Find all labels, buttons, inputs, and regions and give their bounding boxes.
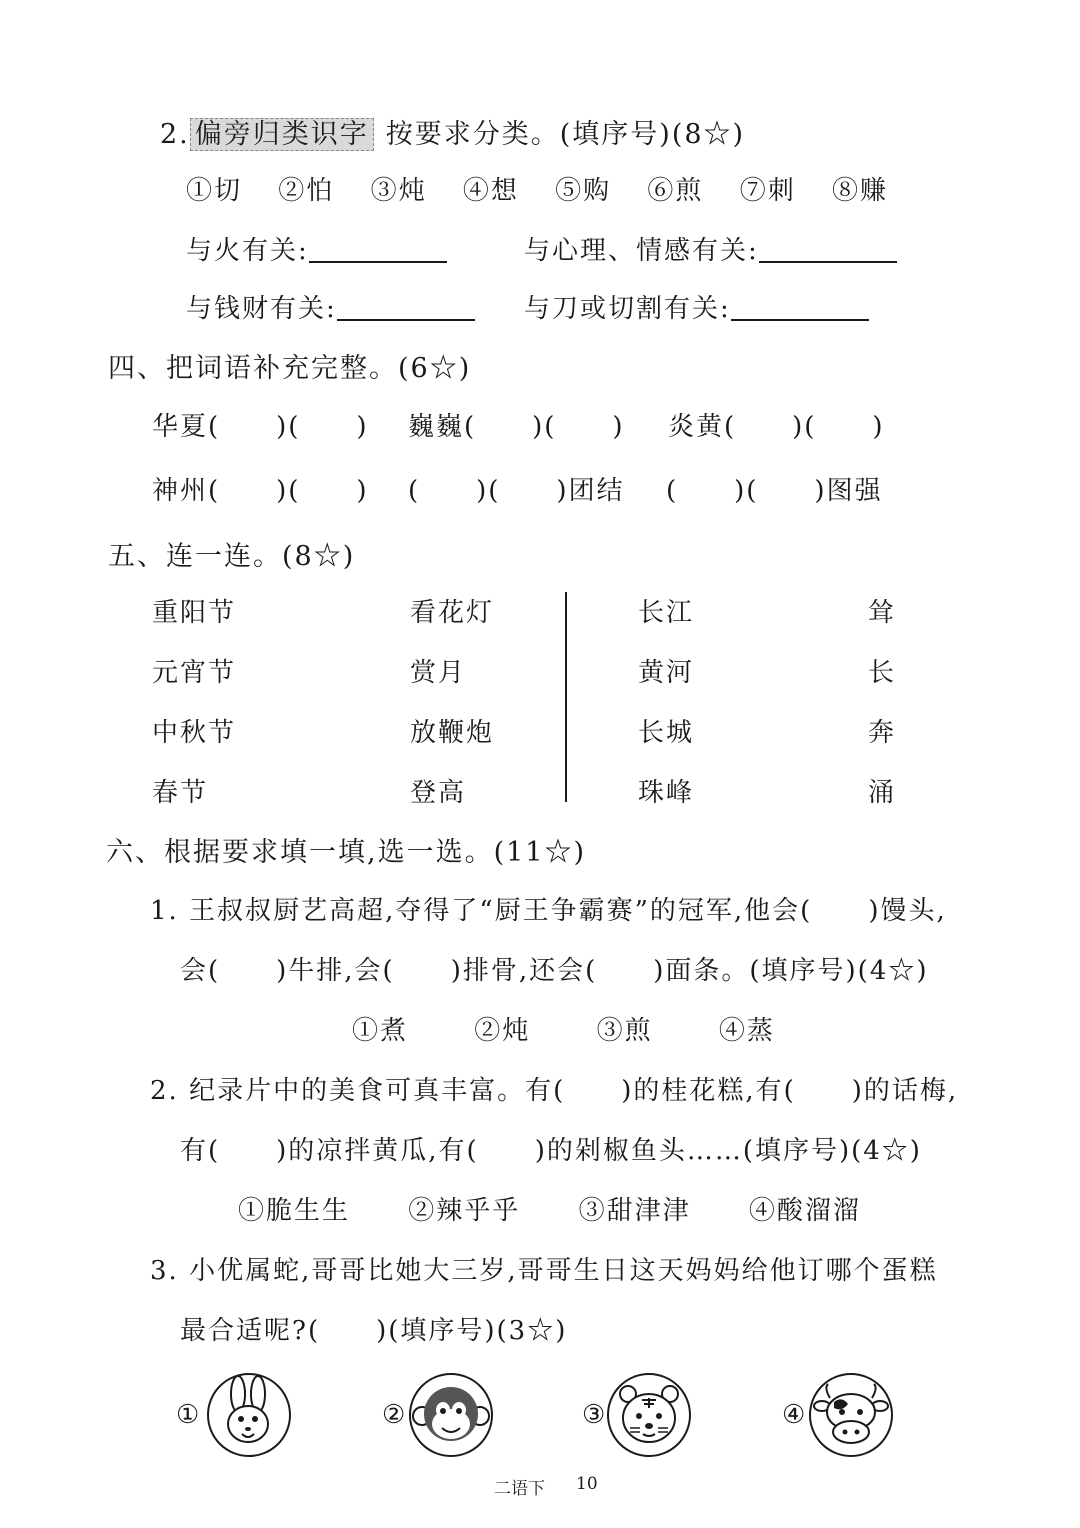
category-label: 与火有关: bbox=[186, 236, 309, 266]
option: ⑤购 bbox=[555, 176, 612, 206]
festival[interactable]: 重阳节 bbox=[152, 598, 237, 628]
verb[interactable]: 奔 bbox=[868, 718, 897, 748]
idiom-item: ( )( )团结 bbox=[408, 476, 625, 506]
idiom-item: ( )( )图强 bbox=[666, 476, 883, 506]
cow-icon[interactable] bbox=[808, 1372, 894, 1458]
option: ②炖 bbox=[474, 1016, 531, 1046]
idiom-item: 华夏( )( ) bbox=[152, 412, 369, 442]
option: ④想 bbox=[462, 176, 519, 206]
category-label: 与心理、情感有关: bbox=[524, 236, 759, 266]
landmark[interactable]: 长江 bbox=[638, 598, 695, 628]
option: ③煎 bbox=[596, 1016, 653, 1046]
landmark[interactable]: 珠峰 bbox=[638, 778, 695, 808]
q1-options bbox=[352, 1010, 801, 1047]
choice-number: ③ bbox=[582, 1400, 606, 1430]
page-number: 10 bbox=[576, 1474, 598, 1494]
category-knife bbox=[524, 288, 869, 325]
question-number: 2. bbox=[160, 119, 190, 150]
custom[interactable]: 看花灯 bbox=[410, 598, 495, 628]
category-label: 与刀或切割有关: bbox=[524, 294, 731, 324]
q2-line1: 2. 纪录片中的美食可真丰富。有( )的桂花糕,有( )的话梅, bbox=[150, 1076, 959, 1106]
option: ③炖 bbox=[370, 176, 427, 206]
rabbit-icon[interactable] bbox=[206, 1372, 292, 1458]
q3-line2: 最合适呢?( )(填序号)(3☆) bbox=[180, 1316, 568, 1346]
option: ②辣乎乎 bbox=[408, 1196, 521, 1226]
landmark[interactable]: 长城 bbox=[638, 718, 695, 748]
category-emotion bbox=[524, 230, 897, 267]
column-divider bbox=[565, 592, 567, 802]
festival[interactable]: 元宵节 bbox=[152, 658, 237, 688]
custom[interactable]: 登高 bbox=[410, 778, 467, 808]
q2-heading bbox=[160, 112, 745, 151]
option: ④蒸 bbox=[718, 1016, 775, 1046]
section-5-title: 五、连一连。(8☆) bbox=[108, 541, 356, 572]
question-instruction: 按要求分类。(填序号)(8☆) bbox=[385, 119, 746, 150]
q2-options bbox=[238, 1190, 887, 1227]
option: ⑦刺 bbox=[739, 176, 796, 206]
section-6-title: 六、根据要求填一填,选一选。(11☆) bbox=[106, 837, 587, 868]
option: ⑥煎 bbox=[647, 176, 704, 206]
option: ④酸溜溜 bbox=[748, 1196, 861, 1226]
option: ①切 bbox=[186, 176, 243, 206]
q2-options bbox=[186, 170, 914, 207]
verb[interactable]: 长 bbox=[868, 658, 897, 688]
q1-line2: 会( )牛排,会( )排骨,还会( )面条。(填序号)(4☆) bbox=[180, 956, 929, 986]
choice-number: ② bbox=[382, 1400, 406, 1430]
option: ⑧赚 bbox=[831, 176, 888, 206]
q2-line2: 有( )的凉拌黄瓜,有( )的剁椒鱼头……(填序号)(4☆) bbox=[180, 1136, 922, 1166]
idiom-item: 炎黄( )( ) bbox=[668, 412, 885, 442]
category-money bbox=[186, 288, 475, 325]
custom[interactable]: 放鞭炮 bbox=[410, 718, 495, 748]
q1-line1: 1. 王叔叔厨艺高超,夺得了“厨王争霸赛”的冠军,他会( )馒头, bbox=[150, 896, 947, 926]
answer-blank[interactable] bbox=[309, 235, 447, 263]
footer-label: 二语下 bbox=[494, 1479, 545, 1499]
choice-number: ① bbox=[176, 1400, 200, 1430]
answer-blank[interactable] bbox=[337, 293, 475, 321]
q3-line1: 3. 小优属蛇,哥哥比她大三岁,哥哥生日这天妈妈给他订哪个蛋糕 bbox=[150, 1256, 938, 1286]
monkey-icon[interactable] bbox=[408, 1372, 494, 1458]
custom[interactable]: 赏月 bbox=[410, 658, 467, 688]
tiger-icon[interactable] bbox=[606, 1372, 692, 1458]
verb[interactable]: 涌 bbox=[868, 778, 897, 808]
landmark[interactable]: 黄河 bbox=[638, 658, 695, 688]
idiom-item: 巍巍( )( ) bbox=[408, 412, 625, 442]
option: ①脆生生 bbox=[238, 1196, 351, 1226]
verb[interactable]: 耸 bbox=[868, 598, 897, 628]
answer-blank[interactable] bbox=[731, 293, 869, 321]
topic-tag: 偏旁归类识字 bbox=[190, 118, 374, 151]
idiom-item: 神州( )( ) bbox=[152, 476, 369, 506]
option: ②怕 bbox=[278, 176, 335, 206]
choice-number: ④ bbox=[782, 1400, 806, 1430]
section-4-title: 四、把词语补充完整。(6☆) bbox=[108, 353, 472, 384]
category-fire bbox=[186, 230, 447, 267]
answer-blank[interactable] bbox=[759, 235, 897, 263]
option: ①煮 bbox=[352, 1016, 409, 1046]
category-label: 与钱财有关: bbox=[186, 294, 337, 324]
option: ③甜津津 bbox=[578, 1196, 691, 1226]
festival[interactable]: 中秋节 bbox=[152, 718, 237, 748]
festival[interactable]: 春节 bbox=[152, 778, 209, 808]
